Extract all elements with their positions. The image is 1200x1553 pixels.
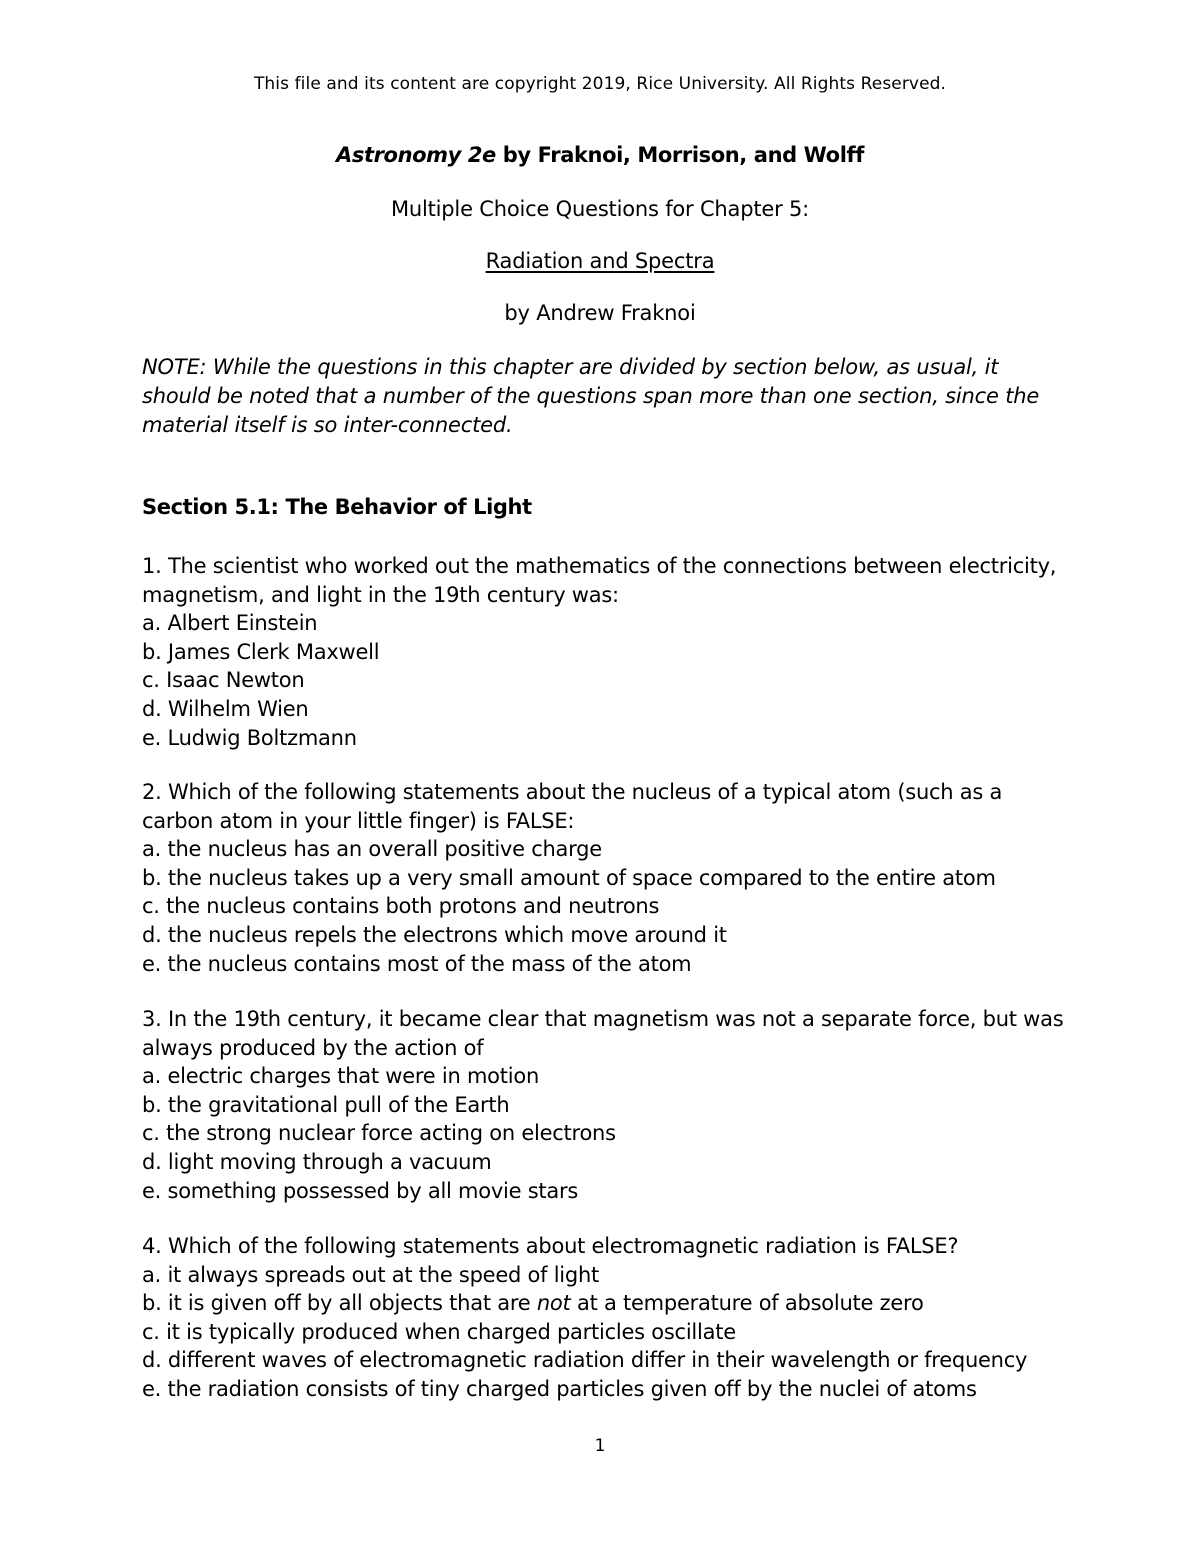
section-heading: Section 5.1: The Behavior of Light xyxy=(142,495,532,519)
question-1 xyxy=(142,552,1072,752)
note-paragraph: NOTE: While the questions in this chapter are divided by section below, as usual, it should be noted that a number of the questions span more than one section, since the material itself is so inter-connected. xyxy=(142,355,1040,437)
answer-option-a: a. the nucleus has an overall positive charge xyxy=(142,837,602,862)
mcq-heading: Multiple Choice Questions for Chapter 5: xyxy=(390,197,810,221)
answer-option-c: c. Isaac Newton xyxy=(142,668,305,693)
answer-option-e: e. something possessed by all movie stars xyxy=(142,1178,579,1203)
answer-option-b: b. the gravitational pull of the Earth xyxy=(142,1092,510,1117)
answer-option-e: e. the radiation consists of tiny charged particles given off by the nuclei of atoms xyxy=(142,1376,977,1401)
answer-option-a: a. electric charges that were in motion xyxy=(142,1064,540,1089)
answer-option-a: a. it always spreads out at the speed of light xyxy=(142,1262,599,1287)
answer-option-b xyxy=(142,1289,1072,1318)
answer-option-c: c. it is typically produced when charged particles oscillate xyxy=(142,1319,736,1344)
answer-option-b-emphasis: not xyxy=(536,1291,571,1316)
page-number: 1 xyxy=(594,1436,606,1456)
answer-option-b: b. James Clerk Maxwell xyxy=(142,639,380,664)
answer-option-e: e. Ludwig Boltzmann xyxy=(142,725,357,750)
answer-option-b-lead: b. it is given off by all objects that are xyxy=(142,1291,537,1316)
question-4 xyxy=(142,1232,1072,1404)
answer-option-c: c. the strong nuclear force acting on electrons xyxy=(142,1121,616,1146)
question-stem: 3. In the 19th century, it became clear that magnetism was not a separate force, but was always produced by the action of xyxy=(142,1007,1064,1060)
answer-option-c: c. the nucleus contains both protons and neutrons xyxy=(142,894,660,919)
book-title-authors: by Fraknoi, Morrison, and Wolff xyxy=(495,143,864,167)
question-stem: 2. Which of the following statements about the nucleus of a typical atom (such as a carbon atom in your little finger) is FALSE: xyxy=(142,780,1003,833)
chapter-title: Radiation and Spectra xyxy=(485,249,715,273)
question-2 xyxy=(142,778,1072,978)
answer-option-d: d. the nucleus repels the electrons which move around it xyxy=(142,922,727,947)
answer-option-e: e. the nucleus contains most of the mass of the atom xyxy=(142,951,692,976)
question-stem: 1. The scientist who worked out the mathematics of the connections between electricity, magnetism, and light in the 19th century was: xyxy=(142,554,1057,607)
answer-option-d: d. different waves of electromagnetic radiation differ in their wavelength or frequency xyxy=(142,1348,1028,1373)
answer-option-a: a. Albert Einstein xyxy=(142,611,318,636)
book-title xyxy=(0,143,1200,167)
question-3 xyxy=(142,1005,1072,1205)
answer-option-b-tail: at a temperature of absolute zero xyxy=(570,1291,924,1316)
answer-option-d: d. Wilhelm Wien xyxy=(142,696,309,721)
question-stem: 4. Which of the following statements about electromagnetic radiation is FALSE? xyxy=(142,1234,959,1258)
copyright-notice: This file and its content are copyright 2019, Rice University. All Rights Reserved. xyxy=(253,74,947,94)
book-title-italic: Astronomy 2e xyxy=(336,143,496,167)
answer-option-b: b. the nucleus takes up a very small amount of space compared to the entire atom xyxy=(142,865,996,890)
answer-option-d: d. light moving through a vacuum xyxy=(142,1149,492,1174)
author-line: by Andrew Fraknoi xyxy=(504,301,696,325)
